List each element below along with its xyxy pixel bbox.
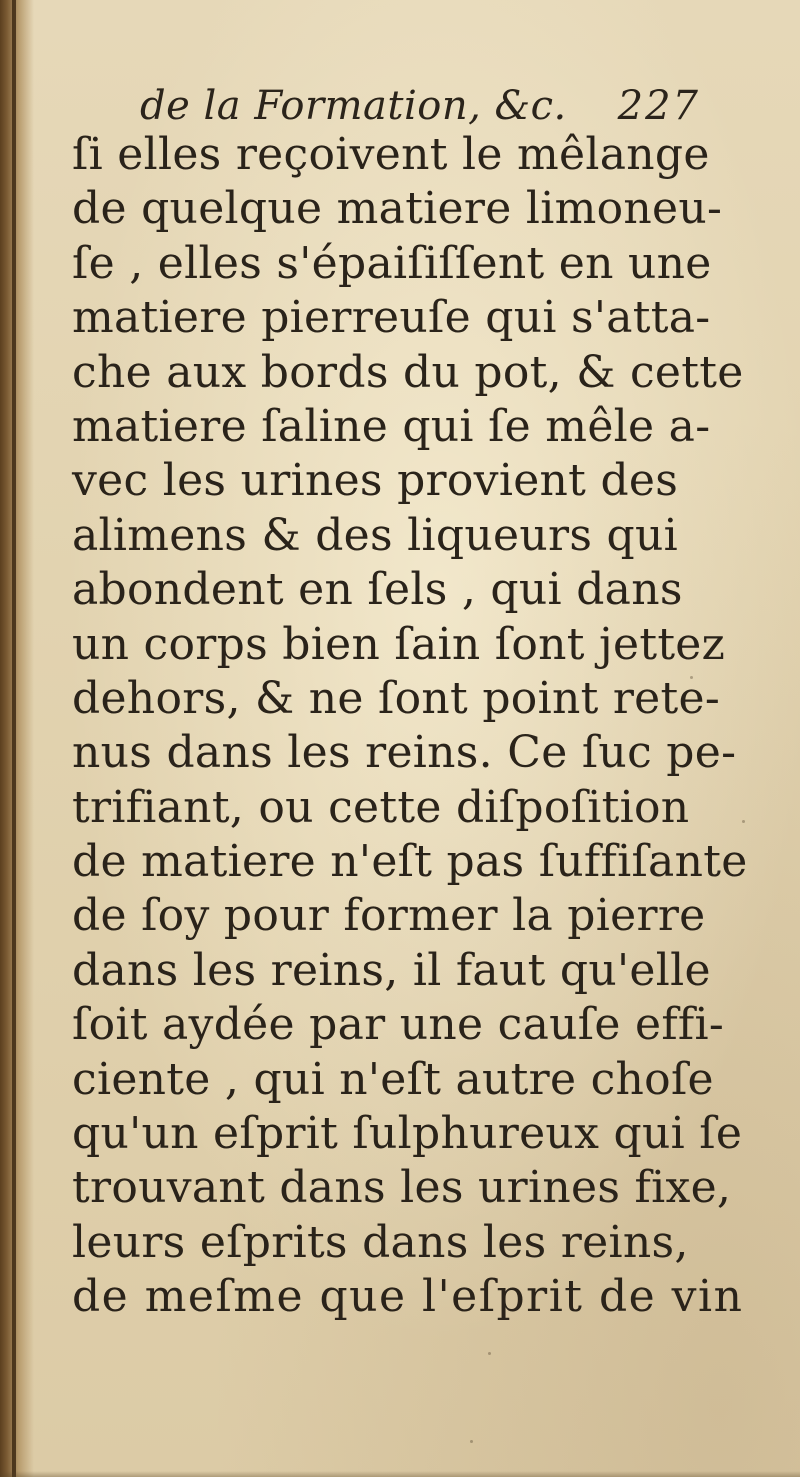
text-line: trifiant, ou cette diſpoſition: [72, 781, 690, 833]
text-line: matiere pierreuſe qui s'atta-: [72, 292, 711, 344]
text-line: de meſme que l'eſprit de vin: [72, 1271, 744, 1323]
paper-speck: [488, 1352, 491, 1355]
body-text: [72, 128, 748, 1325]
text-line: matiere ſaline qui ſe mêle a-: [72, 400, 711, 452]
text-line: dehors, & ne ſont point rete-: [72, 672, 721, 724]
text-line: qu'un eſprit ſulphureux qui ſe: [72, 1108, 743, 1160]
page-number: 227: [617, 83, 700, 129]
text-line: dans les reins, il faut qu'elle: [72, 944, 711, 996]
text-line: de ſoy pour former la pierre: [72, 890, 706, 942]
text-line: ciente , qui n'eſt autre choſe: [72, 1053, 714, 1105]
text-line: leurs eſprits dans les reins,: [72, 1216, 689, 1268]
text-line: alimens & des liqueurs qui: [72, 509, 678, 561]
paper-speck: [742, 820, 745, 823]
text-line: de quelque matiere limoneu-: [72, 183, 723, 235]
text-line: un corps bien ſain ſont jettez: [72, 618, 726, 670]
paper-speck: [690, 676, 693, 679]
text-line: che aux bords du pot, & cette: [72, 346, 744, 398]
text-line: trouvant dans les urines fixe,: [72, 1162, 732, 1214]
binding-edge: [12, 0, 16, 1477]
running-head: [140, 80, 700, 132]
binding-gutter-shadow: [0, 0, 34, 1477]
text-line: ſe , elles s'épaiſiſſent en une: [72, 237, 712, 289]
text-line: ſi elles reçoivent le mêlange: [72, 129, 710, 180]
text-line: nus dans les reins. Ce ſuc pe-: [72, 727, 737, 779]
page-bottom-edge: [0, 1471, 800, 1477]
text-line: de matiere n'eſt pas ſuffiſante: [72, 836, 748, 888]
text-line: ſoit aydée par une cauſe effi-: [72, 999, 725, 1051]
running-head-title: de la Formation, &c.: [140, 83, 567, 129]
text-line: vec les urines provient des: [72, 455, 679, 507]
text-line: abondent en ſels , qui dans: [72, 564, 683, 616]
paper-speck: [470, 1440, 473, 1443]
